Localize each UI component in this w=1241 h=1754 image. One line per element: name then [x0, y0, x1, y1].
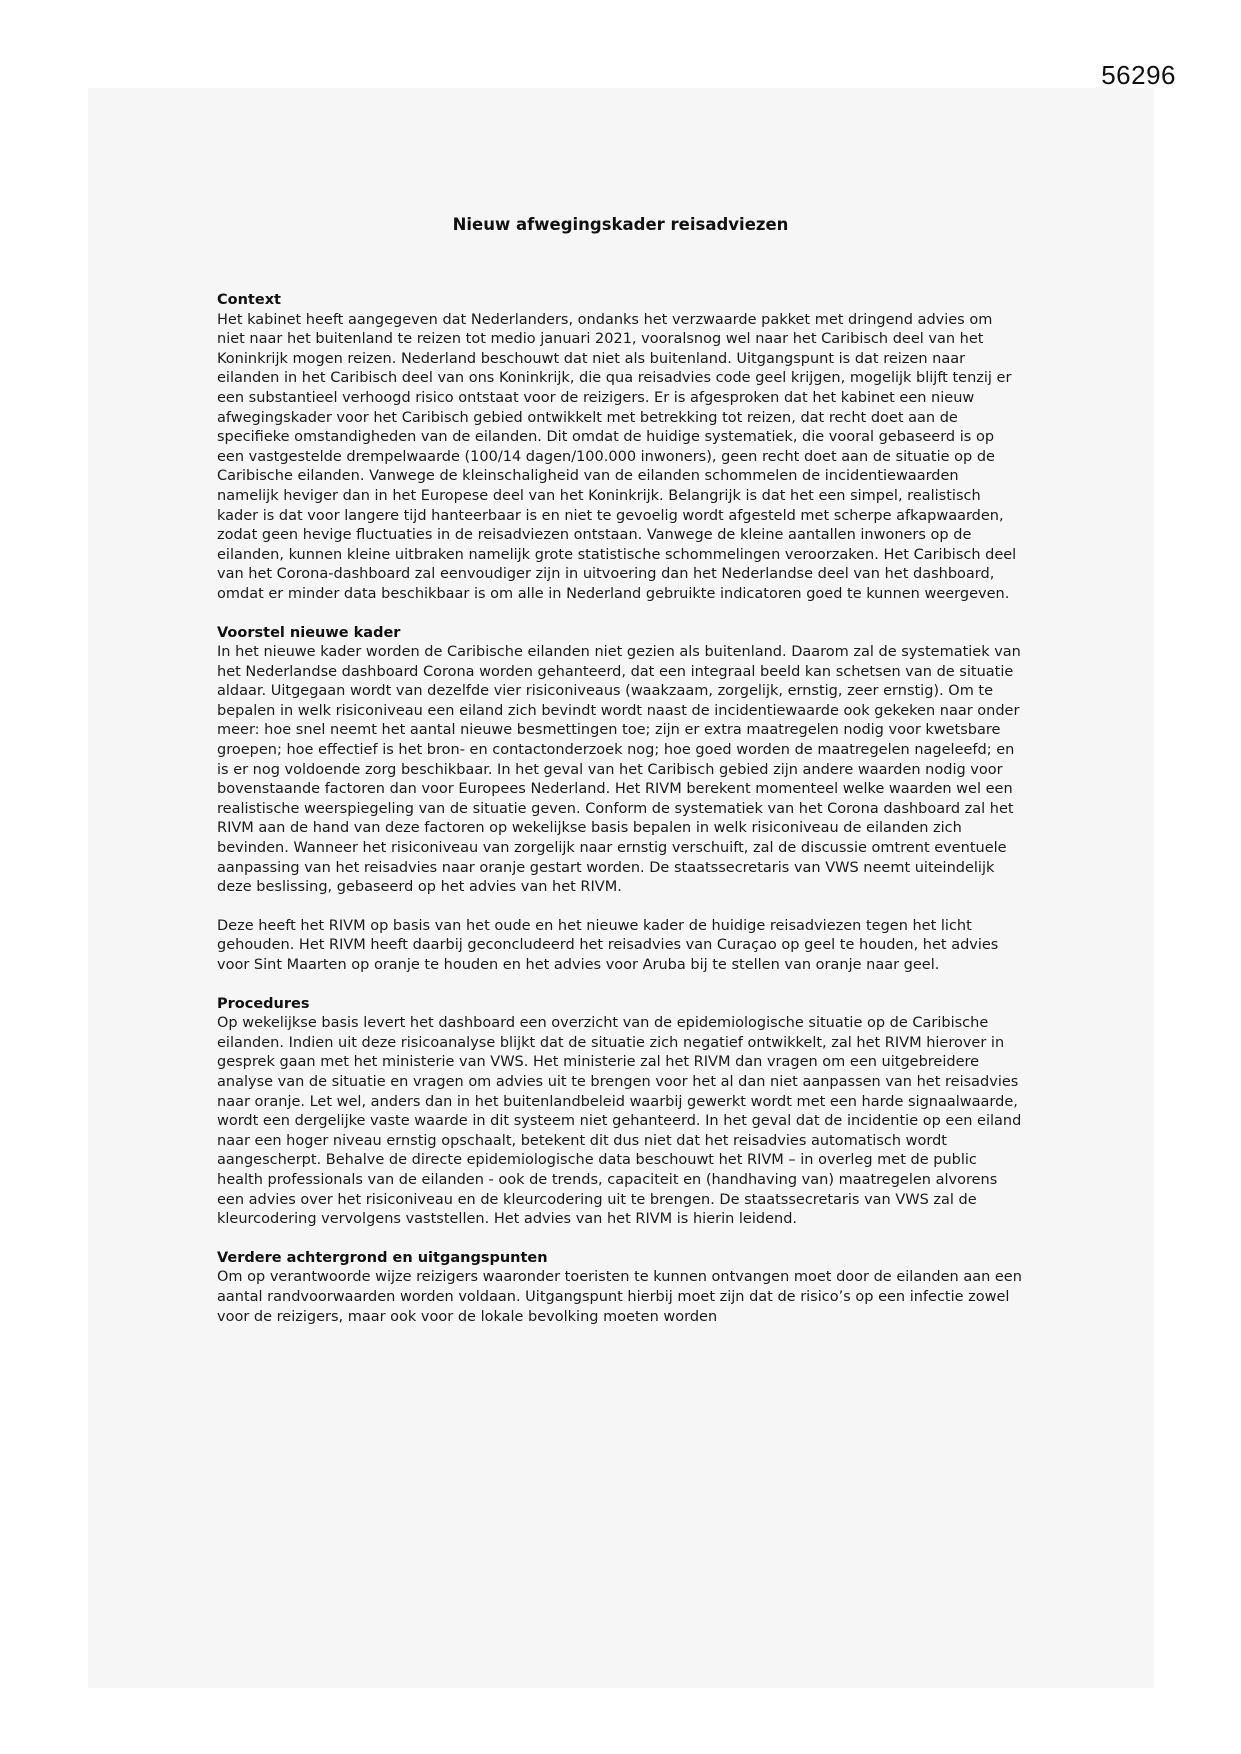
- section-verdere-achtergrond: [217, 1249, 1023, 1327]
- section-paragraph: In het nieuwe kader worden de Caribische eilanden niet gezien als buitenland. Daarom zal de systematiek van het Nederlandse dashboard Corona worden gehanteerd, dat een integraal beeld kan schetsen van de situatie aldaar. Uitgegaan wordt van dezelfde vier risiconiveaus (waakzaam, zorgelijk, ernstig, zeer ernstig). Om te bepalen in welk risiconiveau een eiland zich bevindt wordt naast de incidentiewaarde ook gekeken naar onder meer: hoe snel neemt het aantal nieuwe besmettingen toe; zijn er extra maatregelen nodig voor kwetsbare groepen; hoe effectief is het bron- en contactonderzoek nog; hoe goed worden de maatregelen nageleefd; en is er nog voldoende zorg beschikbaar. In het geval van het Caribisch gebied zijn andere waarden nodig voor bovenstaande factoren dan voor Europees Nederland. Het RIVM berekent momenteel welke waarden wel een realistische weerspiegeling van de situatie geven. Conform de systematiek van het Corona dashboard zal het RIVM aan de hand van deze factoren op wekelijkse basis bepalen in welk risiconiveau de eilanden zich bevinden. Wanneer het risiconiveau van zorgelijk naar ernstig verschuift, zal de discussie omtrent eventuele aanpassing van het reisadvies naar oranje gestart worden. De staatssecretaris van VWS neemt uiteindelijk deze beslissing, gebaseerd op het advies van het RIVM.: [217, 644, 1021, 896]
- section-paragraph: Deze heeft het RIVM op basis van het oude en het nieuwe kader de huidige reisadviezen tegen het licht gehouden. Het RIVM heeft daarbij geconcludeerd het reisadvies van Curaçao op geel te houden, het advies voor Sint Maarten op oranje te houden en het advies voor Aruba bij te stellen van oranje naar geel.: [217, 917, 999, 973]
- paragraph-spacer: [217, 898, 1023, 917]
- section-paragraph: Om op verantwoorde wijze reizigers waaronder toeristen te kunnen ontvangen moet door de eilanden aan een aantal randvoorwaarden worden voldaan. Uitgangspunt hierbij moet zijn dat de risico’s op een infectie zowel voor de reizigers, maar ook voor de lokale bevolking moeten worden: [217, 1269, 1022, 1325]
- section-heading: Procedures: [217, 995, 310, 1012]
- page-number: 56296: [1101, 60, 1176, 90]
- section-paragraph: Op wekelijkse basis levert het dashboard een overzicht van de epidemiologische situatie op de Caribische eilanden. Indien uit deze risicoanalyse blijkt dat de situatie zich negatief ontwikkelt, zal het RIVM hierover in gesprek gaan met het ministerie van VWS. Het ministerie zal het RIVM dan vragen om een uitgebreidere analyse van de situatie en vragen om advies uit te brengen voor het al dan niet aanpassen van het reisadvies naar oranje. Let wel, anders dan in het buitenlandbeleid waarbij gewerkt wordt met een harde signaalwaarde, wordt een dergelijke vaste waarde in dit systeem niet gehanteerd. In het geval dat de incidentie op een eiland naar een hoger niveau ernstig opschaalt, betekent dit dus niet dat het reisadvies automatisch wordt aangescherpt. Behalve de directe epidemiologische data beschouwt het RIVM – in overleg met de public health professionals van de eilanden - ook de trends, capaciteit en (handhaving van) maatregelen alvorens een advies over het risiconiveau en de kleurcodering uit te brengen. De staatssecretaris van VWS zal de kleurcodering vervolgens vaststellen. Het advies van het RIVM is hierin leidend.: [217, 1015, 1022, 1228]
- section-paragraph: Het kabinet heeft aangegeven dat Nederlanders, ondanks het verzwaarde pakket met dringend advies om niet naar het buitenland te reizen tot medio januari 2021, vooralsnog wel naar het Caribisch deel van het Koninkrijk mogen reizen. Nederland beschouwt dat niet als buitenland. Uitgangspunt is dat reizen naar eilanden in het Caribisch deel van ons Koninkrijk, die qua reisadvies code geel krijgen, mogelijk blijft tenzij er een substantieel verhoogd risico ontstaat voor de reizigers. Er is afgesproken dat het kabinet een nieuw afwegingskader voor het Caribisch gebied ontwikkelt met betrekking tot reizen, dat recht doet aan de specifieke omstandigheden van de eilanden. Dit omdat de huidige systematiek, die vooral gebaseerd is op een vastgestelde drempelwaarde (100/14 dagen/100.000 inwoners), geen recht doet aan de situatie op de Caribische eilanden. Vanwege de kleinschaligheid van de eilanden schommelen de incidentiewaarden namelijk heviger dan in het Europese deel van het Koninkrijk. Belangrijk is dat het een simpel, realistisch kader is dat voor langere tijd hanteerbaar is en niet te gevoelig wordt afgesteld met scherpe afkapwaarden, zodat geen hevige fluctuaties in de reisadviezen ontstaan. Vanwege de kleine aantallen inwoners op de eilanden, kunnen kleine uitbraken namelijk grote statistische schommelingen veroorzaken. Het Caribisch deel van het Corona-dashboard zal eenvoudiger zijn in uitvoering dan het Nederlandse deel van het dashboard, omdat er minder data beschikbaar is om alle in Nederland gebruikte indicatoren goed te kunnen weergeven.: [217, 311, 1017, 602]
- document-title: Nieuw afwegingskader reisadviezen: [452, 215, 789, 234]
- section-heading: Context: [217, 292, 281, 308]
- document-body: [217, 291, 1023, 1327]
- section-heading: Voorstel nieuwe kader: [217, 624, 401, 641]
- section-procedures: [217, 995, 1023, 1230]
- section-spacer: [217, 976, 1023, 995]
- section-heading: Verdere achtergrond en uitgangspunten: [217, 1249, 548, 1266]
- section-context: [217, 291, 1023, 605]
- section-spacer: [217, 605, 1023, 624]
- section-voorstel-nieuwe-kader: [217, 624, 1023, 976]
- section-spacer: [217, 1230, 1023, 1249]
